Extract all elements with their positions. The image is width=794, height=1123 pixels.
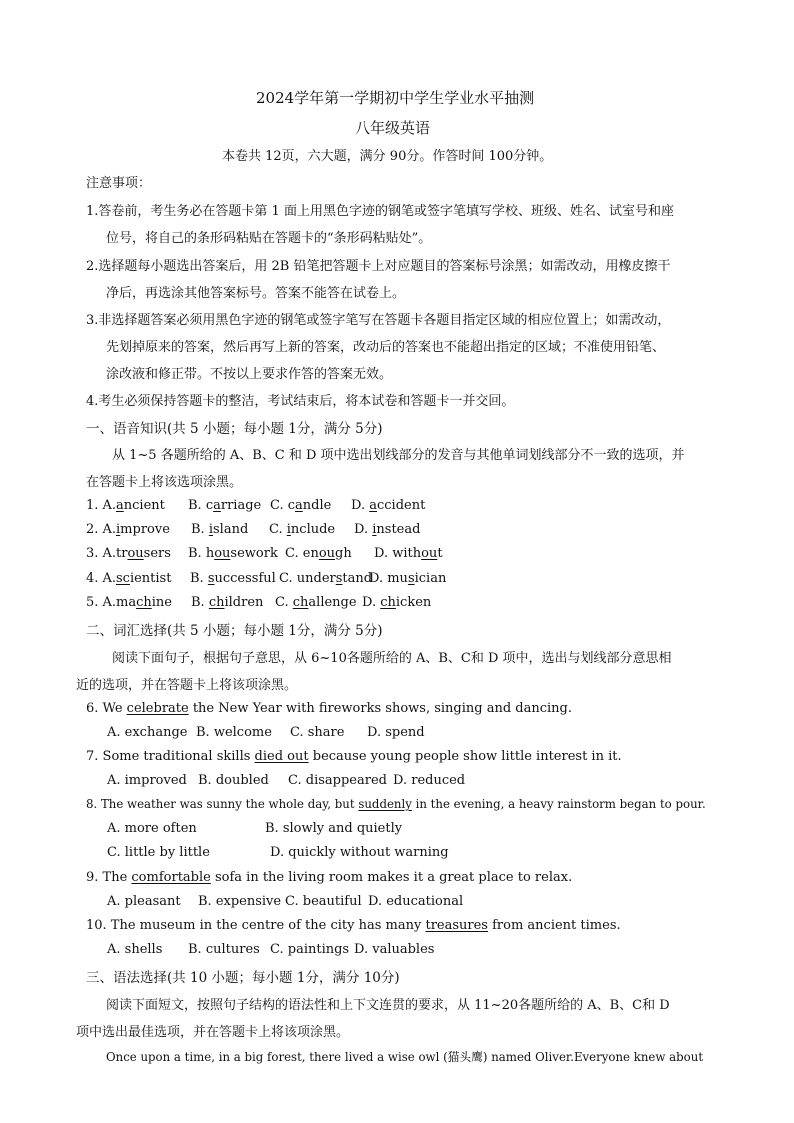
option-a[interactable]: A. more often <box>107 821 197 836</box>
note-1-line-2: 位号，将自己的条形码粘贴在答题卡的“条形码粘贴处”。 <box>106 231 432 246</box>
question-number: 3. A. <box>86 546 117 561</box>
option-d[interactable]: D. reduced <box>393 773 466 788</box>
question-stem: 9. The comfortable sofa in the living room makes it a great place to relax. <box>86 870 573 885</box>
question-stem: 10. The museum in the centre of the city has many treasures from ancient times. <box>86 918 621 933</box>
question-stem: 7. Some traditional skills died out because young people show little interest in it. <box>86 749 622 764</box>
option-a[interactable]: machine <box>116 595 172 610</box>
section-1-instruction-1: 从 1~5 各题所给的 A、B、C 和 D 项中选出划线部分的发音与其他单词划线部分不一致的选项，并 <box>112 448 685 463</box>
section-3-passage: Once upon a time, in a big forest, there lived a wise owl (猫头鹰) named Oliver.Everyone knew about <box>106 1050 704 1064</box>
option-a[interactable]: A. improved <box>107 773 187 788</box>
option-b[interactable]: B. successful <box>190 571 276 586</box>
option-d[interactable]: D. quickly without warning <box>270 845 449 860</box>
option-b[interactable]: B. welcome <box>196 725 272 740</box>
note-1-line-1: 1.答卷前，考生务必在答题卡第 1 面上用黑色字迹的钢笔或签字笔填写学校、班级、姓名、试室号和座 <box>86 204 674 219</box>
option-a[interactable]: trousers <box>116 546 171 561</box>
option-b[interactable]: B. island <box>191 522 249 537</box>
question-number: 2. A. <box>86 522 117 537</box>
option-d[interactable]: D. spend <box>367 725 425 740</box>
option-d[interactable]: D. without <box>374 546 443 561</box>
option-c[interactable]: C. beautiful <box>285 894 362 909</box>
option-c[interactable]: C. enough <box>285 546 352 561</box>
section-2-heading: 二、词汇选择(共 5 小题；每小题 1分，满分 5分) <box>86 623 383 639</box>
option-c[interactable]: C. paintings <box>270 942 350 957</box>
option-c[interactable]: C. disappeared <box>288 773 387 788</box>
option-d[interactable]: D. valuables <box>354 942 435 957</box>
option-d[interactable]: D. musician <box>369 571 447 586</box>
option-d[interactable]: D. instead <box>354 522 421 537</box>
option-b[interactable]: B. cultures <box>188 942 260 957</box>
section-2-instruction-1: 阅读下面句子，根据句子意思，从 6~10各题所给的 A、B、C和 D 项中，选出与划线部分意思相 <box>112 651 672 666</box>
option-a[interactable]: A. pleasant <box>107 894 181 909</box>
option-c[interactable]: C. understand <box>279 571 373 586</box>
question-stem: 6. We celebrate the New Year with fireworks shows, singing and dancing. <box>86 701 572 716</box>
section-3-instruction-2: 项中选出最佳选项，并在答题卡上将该项涂黑。 <box>76 1025 350 1040</box>
option-c[interactable]: C. little by little <box>107 845 210 860</box>
section-2-instruction-2: 近的选项，并在答题卡上将该项涂黑。 <box>76 678 298 693</box>
option-b[interactable]: B. doubled <box>198 773 269 788</box>
section-3-instruction-1: 阅读下面短文，按照句子结构的语法性和上下文连贯的要求，从 11~20各题所给的 A、B、C和 D <box>106 998 670 1013</box>
exam-title: 2024学年第一学期初中学生学业水平抽测 <box>256 89 535 107</box>
option-a[interactable]: improve <box>116 522 170 537</box>
question-number: 5. A. <box>86 595 117 610</box>
option-a[interactable]: A. shells <box>107 942 163 957</box>
option-b[interactable]: B. carriage <box>188 498 262 513</box>
note-2-line-1: 2.选择题每小题选出答案后，用 2B 铅笔把答题卡上对应题目的答案标号涂黑；如需改动，用橡皮擦干 <box>86 259 671 274</box>
note-4: 4.考生必须保持答题卡的整洁，考试结束后，将本试卷和答题卡一并交回。 <box>86 394 515 409</box>
option-d[interactable]: D. educational <box>368 894 464 909</box>
question-stem: 8. The weather was sunny the whole day, but suddenly in the evening, a heavy rainstorm began to pour. <box>86 797 706 811</box>
section-3-heading: 三、语法选择(共 10 小题；每小题 1分，满分 10分) <box>86 970 400 986</box>
exam-intro: 本卷共 12页，六大题，满分 90分。作答时间 100分钟。 <box>222 149 553 164</box>
question-number: 4. A. <box>86 571 117 586</box>
question-number: 1. A. <box>86 498 117 513</box>
option-a[interactable]: A. exchange <box>107 725 188 740</box>
option-a[interactable]: ancient <box>116 498 165 513</box>
notes-heading: 注意事项： <box>86 176 152 191</box>
note-2-line-2: 净后，再选涂其他答案标号。答案不能答在试卷上。 <box>106 286 406 301</box>
note-3-line-2: 先划掉原来的答案，然后再写上新的答案，改动后的答案也不能超出指定的区域；不准使用铅笔、 <box>106 340 666 355</box>
section-1-instruction-2: 在答题卡上将该选项涂黑。 <box>86 475 243 490</box>
option-c[interactable]: C. candle <box>270 498 332 513</box>
option-c[interactable]: C. share <box>290 725 345 740</box>
exam-subtitle: 八年级英语 <box>355 119 431 137</box>
option-b[interactable]: B. slowly and quietly <box>265 821 403 836</box>
option-d[interactable]: D. accident <box>351 498 426 513</box>
option-c[interactable]: C. include <box>269 522 336 537</box>
option-a[interactable]: scientist <box>116 571 172 586</box>
option-c[interactable]: C. challenge <box>275 595 357 610</box>
option-b[interactable]: B. housework <box>188 546 278 561</box>
option-d[interactable]: D. chicken <box>362 595 432 610</box>
option-b[interactable]: B. expensive <box>198 894 282 909</box>
note-3-line-3: 涂改液和修正带。不按以上要求作答的答案无效。 <box>106 367 393 382</box>
section-1-heading: 一、语音知识(共 5 小题；每小题 1分，满分 5分) <box>86 421 383 437</box>
note-3-line-1: 3.非选择题答案必须用黑色字迹的钢笔或签字笔写在答题卡各题目指定区域的相应位置上；如需改动， <box>86 313 671 328</box>
option-b[interactable]: B. children <box>191 595 264 610</box>
